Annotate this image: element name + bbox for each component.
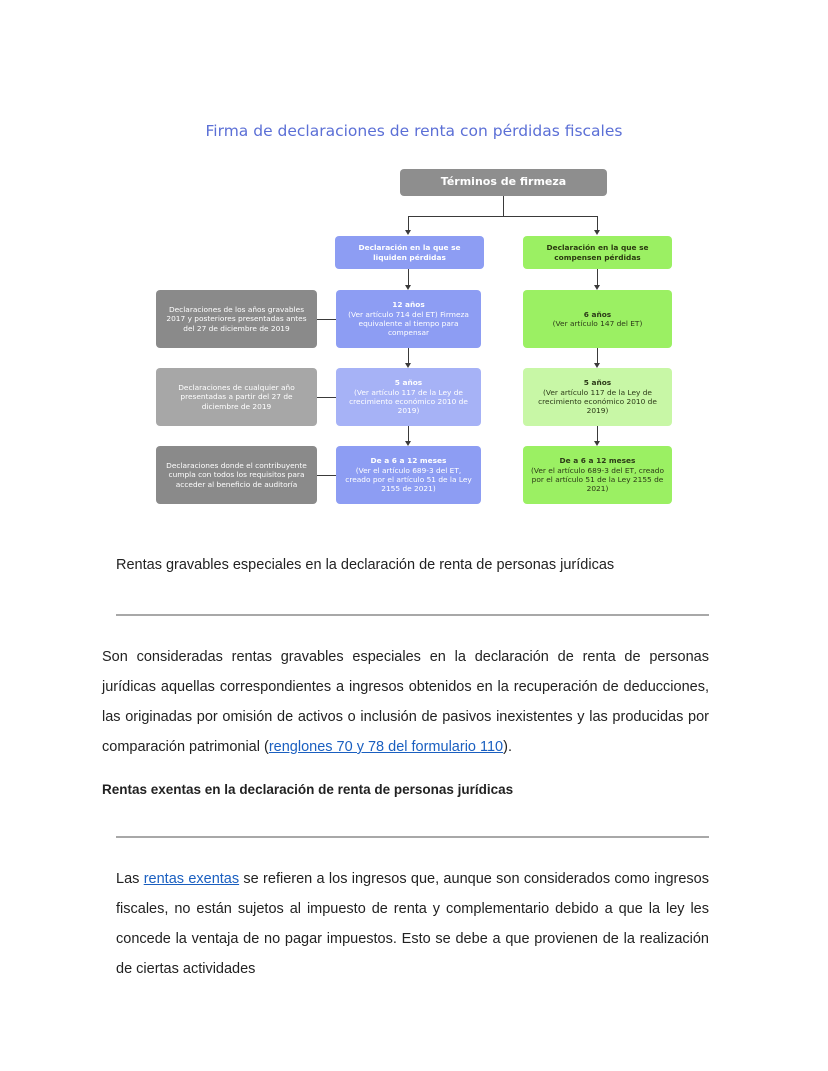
green-box-2: 5 años (Ver artículo 117 de la Ley de crecimiento económico 2010 de 2019)	[523, 368, 672, 426]
blue-box-2: 5 años (Ver artículo 117 de la Ley de crecimiento económico 2010 de 2019)	[336, 368, 481, 426]
arrow-icon	[594, 230, 600, 235]
connector	[408, 348, 409, 364]
section2-paragraph: Las rentas exentas se refieren a los ingresos que, aunque son considerados como ingresos fiscales, no están sujetos al impuesto de renta y complementario debido a que la ley les concede la ventaja de no pagar impuestos. Esto se debe a que provienen de la realización de ciertas actividades	[116, 871, 709, 977]
connector	[317, 475, 336, 476]
section1-heading: Rentas gravables especiales en la declaración de renta de personas jurídicas	[116, 557, 615, 573]
rentas-exentas-link[interactable]: rentas exentas	[143, 871, 240, 887]
green-box-1: 6 años (Ver artículo 147 del ET)	[523, 290, 672, 348]
renglones-link[interactable]: renglones 70 y 78 del formulario 110	[268, 739, 504, 755]
connector	[317, 319, 336, 320]
connector	[408, 269, 409, 286]
connector	[597, 216, 598, 231]
gray-box-3: Declaraciones donde el contribuyente cumpla con todos los requisitos para acceder al beneficio de auditoría	[156, 446, 317, 504]
section1-paragraph: Son consideradas rentas gravables especiales en la declaración de renta de personas jurídicas aquellas correspondientes a ingresos obtenidos en la recuperación de deducciones, las originadas por omisión de activos o inclusión de pasivos inexistentes y las producidas por comparación patrimonial (renglones 70 y 78 del formulario 110).	[102, 649, 709, 755]
connector	[597, 426, 598, 442]
blue-box-3: De a 6 a 12 meses (Ver el artículo 689-3 del ET, creado por el artículo 51 de la Ley 2155 de 2021)	[336, 446, 481, 504]
divider	[116, 836, 709, 838]
arrow-icon	[405, 230, 411, 235]
gray-box-1: Declaraciones de los años gravables 2017 y posteriores presentadas antes del 27 de diciembre de 2019	[156, 290, 317, 348]
gray-box-2: Declaraciones de cualquier año presentadas a partir del 27 de diciembre de 2019	[156, 368, 317, 426]
green-box-3: De a 6 a 12 meses (Ver el artículo 689-3 del ET, creado por el artículo 51 de la Ley 2155 de 2021)	[523, 446, 672, 504]
connector	[597, 269, 598, 286]
connector	[317, 397, 336, 398]
connector	[597, 348, 598, 364]
section2-heading: Rentas exentas en la declaración de renta de personas jurídicas	[102, 782, 514, 797]
blue-box-1: 12 años (Ver artículo 714 del ET) Firmeza equivalente al tiempo para compensar	[336, 290, 481, 348]
root-box: Términos de firmeza	[400, 169, 607, 196]
connector	[408, 216, 598, 217]
connector	[408, 216, 409, 231]
left-header-box: Declaración en la que se liquiden pérdidas	[335, 236, 484, 269]
right-header-box: Declaración en la que se compensen pérdidas	[523, 236, 672, 269]
diagram-title: Firma de declaraciones de renta con pérdidas fiscales	[205, 122, 623, 140]
divider	[116, 614, 709, 616]
connector	[503, 196, 504, 216]
connector	[408, 426, 409, 442]
